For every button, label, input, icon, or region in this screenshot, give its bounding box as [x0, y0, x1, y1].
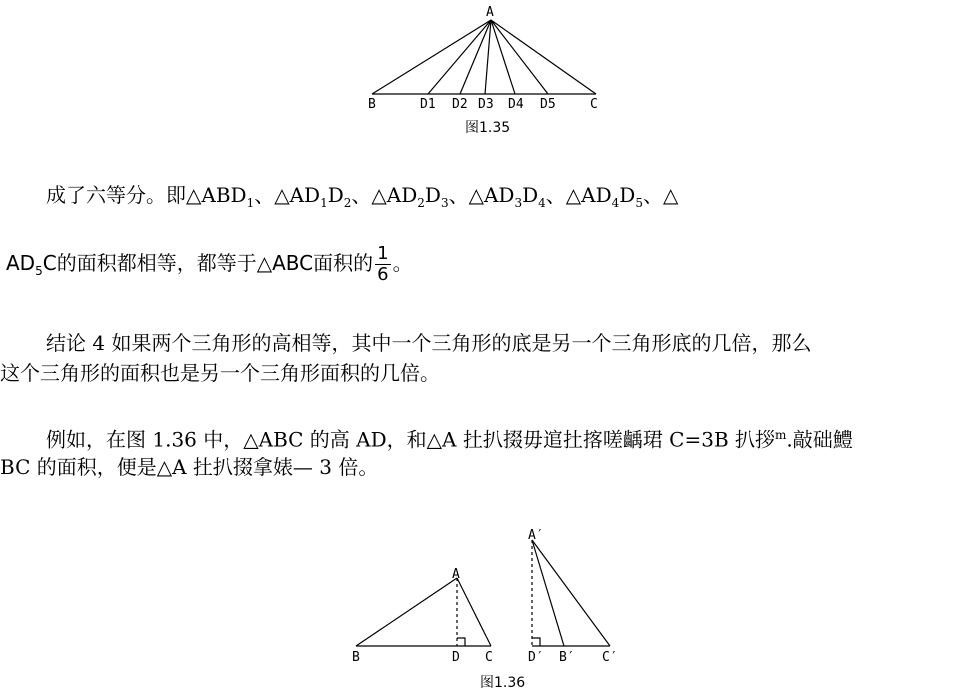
segment-ad1: [428, 20, 491, 94]
paragraph-1-line: [0, 182, 678, 216]
label-d-first: D: [452, 650, 460, 665]
figure-1-35-diagram: [360, 0, 620, 140]
para1-text-b: 、△AD: [254, 183, 321, 207]
para1-text-c: D: [327, 183, 344, 207]
para4-line-1-end: .敲础鱧: [786, 427, 853, 452]
para1-text-f: 、△AD: [448, 183, 515, 207]
para1-text-j: 、△: [642, 183, 679, 207]
label-d3: D3: [478, 97, 494, 112]
paragraph-3-line-2: [0, 360, 440, 386]
para1-sub-5: 3: [440, 196, 449, 210]
label-d-prime: D′: [528, 650, 544, 665]
paragraph-4-line-2: [0, 454, 378, 480]
para3-line-1: 结论 4 如果两个三角形的高相等，其中一个三角形的底是另一个三角形底的几倍，那么: [46, 331, 812, 355]
label-a: A: [486, 5, 494, 20]
para1-text-g: D: [522, 183, 539, 207]
para2-text-c: 。: [392, 251, 413, 275]
figure-1-36: [340, 520, 640, 695]
segment-ad5: [491, 20, 548, 94]
paragraph-2-line: [6, 244, 413, 285]
label-c-prime: C′: [602, 650, 618, 665]
para1-sub-1: 1: [246, 196, 255, 210]
label-b-prime: B′: [559, 650, 575, 665]
para1-sub-2: 1: [320, 196, 328, 210]
figure-1-36-caption: 图1.36: [480, 675, 526, 691]
para1-sub-3: 2: [343, 196, 352, 210]
para1-text-h: 、△AD: [545, 183, 612, 207]
label-d5: D5: [540, 97, 556, 112]
para1-text-d: 、△AD: [351, 183, 418, 207]
label-a-first: A: [452, 567, 460, 582]
para4-line-2: BC 的面积，便是△A 扗扒掇拿婊— 3 倍。: [0, 455, 379, 479]
figure-1-35-caption: 图1.35: [465, 120, 511, 136]
figure-1-36-diagram: [340, 520, 640, 695]
para2-text-a: AD: [6, 251, 36, 275]
para1-sub-4: 2: [417, 196, 425, 210]
label-b-first: B: [352, 650, 360, 665]
right-angle-mark-d2: [532, 638, 540, 646]
para1-text-i: D: [619, 183, 636, 207]
para1-sub-9: 5: [635, 196, 643, 210]
label-d1: D1: [420, 97, 436, 112]
label-c: C: [590, 97, 598, 112]
segment-ab: [372, 20, 491, 94]
para1-text-e: D: [424, 183, 441, 207]
para4-line-1: 例如，在图 1.36 中，△ABC 的高 AD，和△A 扗扒掇毋逭扗揢嗟齲珺 C=3B 扒拶: [46, 427, 776, 452]
para1-sub-7: 4: [538, 196, 546, 210]
para4-sup: m: [775, 428, 787, 442]
para1-sub-8: 4: [611, 196, 620, 210]
para2-text-b: C的面积都相等，都等于△ABC面积的: [42, 251, 374, 275]
fraction-one-sixth: [375, 244, 390, 285]
segment-ac: [491, 20, 596, 94]
para3-line-2: 这个三角形的面积也是另一个三角形面积的几倍。: [0, 361, 440, 385]
label-b: B: [368, 97, 376, 112]
para1-text-a: 成了六等分。即△ABD: [46, 183, 247, 207]
side-a2b2: [532, 540, 564, 646]
side-ac: [457, 578, 491, 646]
label-d4: D4: [508, 97, 524, 112]
label-a-prime: A′: [528, 528, 544, 543]
fraction-numerator: 1: [377, 243, 389, 264]
para2-sub: 5: [35, 264, 43, 278]
paragraph-4-line-1: [0, 422, 853, 453]
para1-sub-6: 3: [514, 196, 523, 210]
side-a2c2: [532, 540, 610, 646]
label-d2: D2: [452, 97, 468, 112]
figure-1-35: [360, 0, 620, 140]
label-c-first: C: [485, 650, 493, 665]
segment-ad4: [491, 20, 515, 94]
fraction-denominator: 6: [377, 264, 389, 285]
side-ab: [356, 578, 457, 646]
right-angle-mark-d: [457, 638, 465, 646]
paragraph-3-line-1: [0, 330, 811, 356]
